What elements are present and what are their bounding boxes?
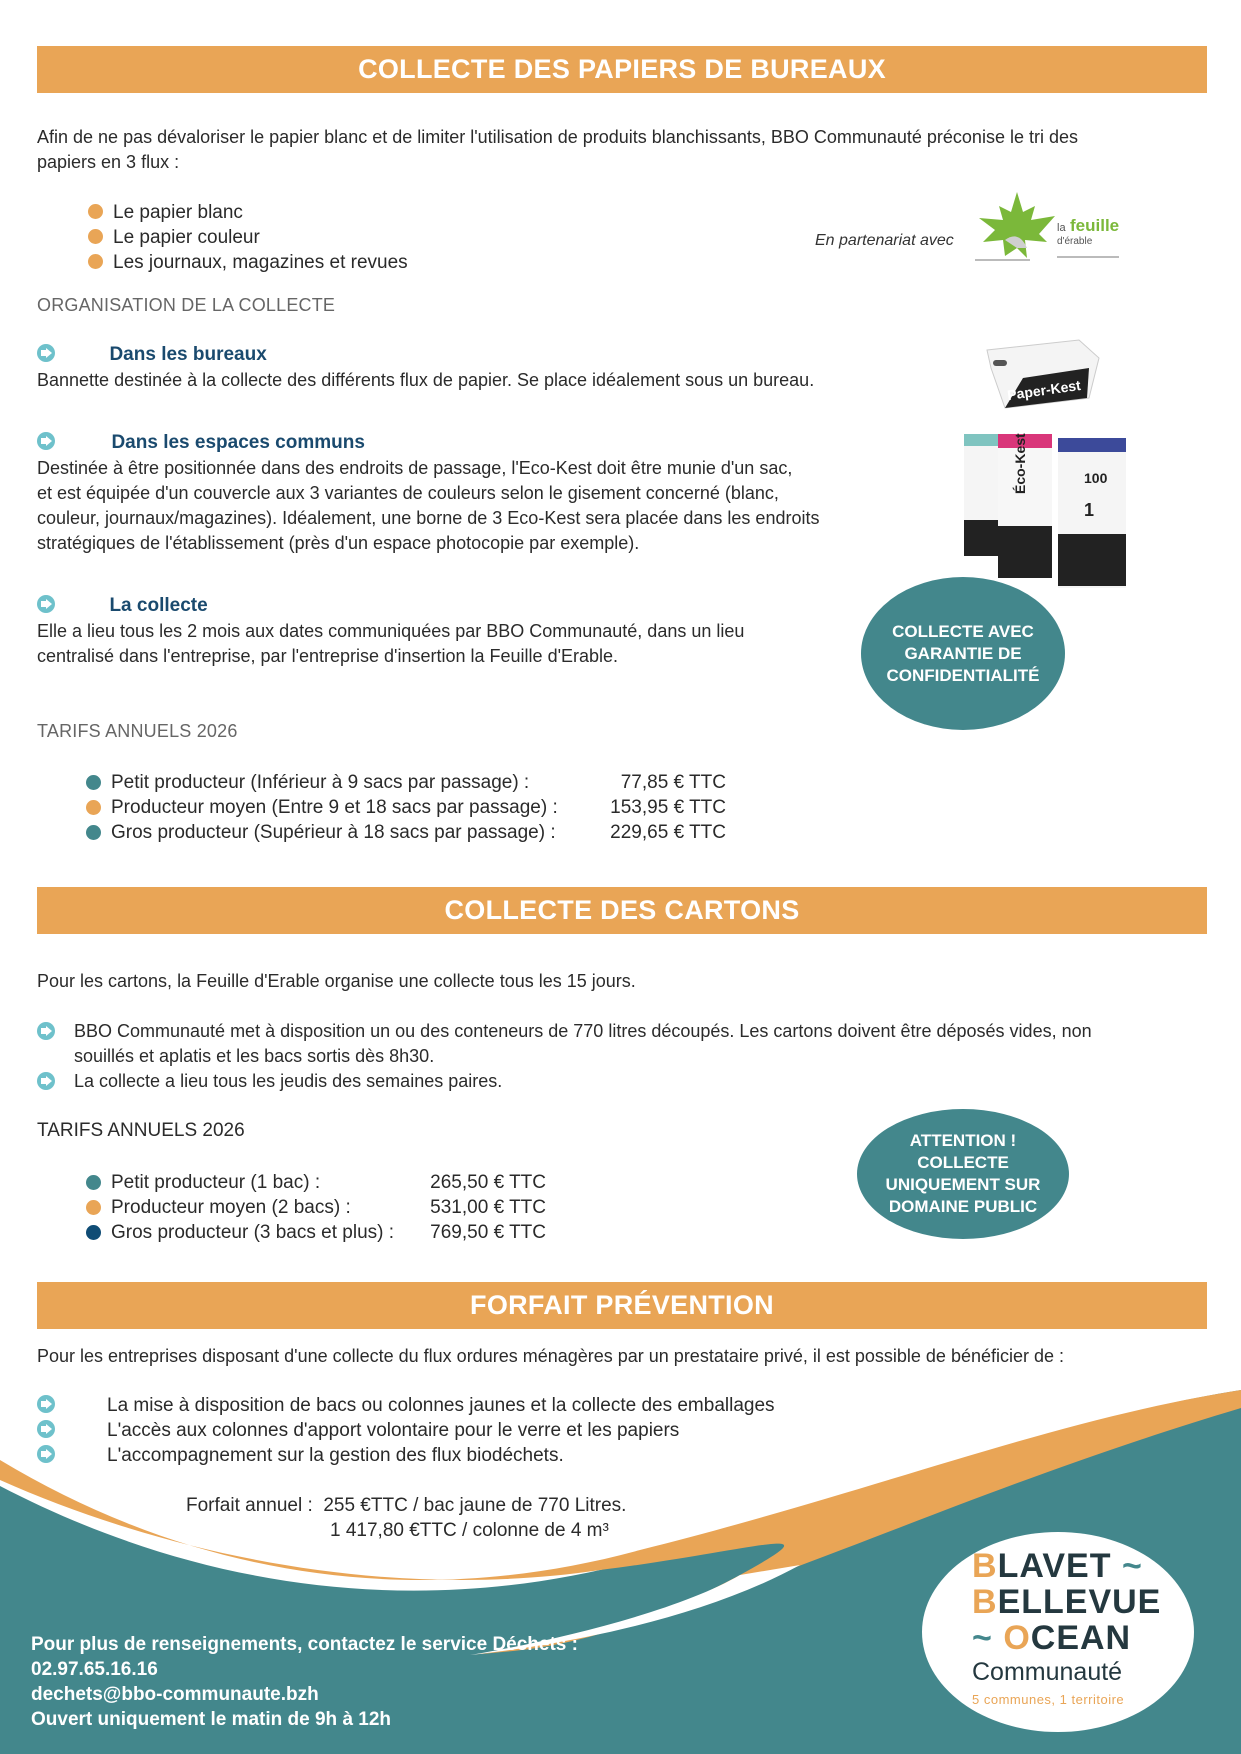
badge-line: ATTENTION ! bbox=[909, 1131, 1017, 1150]
list-item bbox=[37, 1069, 1212, 1094]
confidentiality-badge bbox=[861, 577, 1065, 730]
logo-big: feuille bbox=[1070, 216, 1120, 235]
prevention-bullets bbox=[37, 1393, 775, 1468]
badge-line: COLLECTE bbox=[917, 1153, 1009, 1172]
espaces-text bbox=[37, 456, 922, 556]
tarif-row bbox=[86, 1170, 546, 1195]
list-item bbox=[37, 1019, 1212, 1069]
text-line: Elle a lieu tous les 2 mois aux dates communiquées par BBO Communauté, dans un lieu bbox=[37, 621, 745, 641]
tarif-row bbox=[86, 1220, 546, 1245]
arrow-right-circle-icon bbox=[37, 1420, 55, 1438]
cartons-intro: Pour les cartons, la Feuille d'Erable organise une collecte tous les 15 jours. bbox=[37, 971, 636, 991]
prevention-intro: Pour les entreprises disposant d'une collecte du flux ordures ménagères par un prestataire privé, il est possible de bénéficier de : bbox=[37, 1346, 1065, 1366]
bin-base bbox=[998, 526, 1052, 578]
text-line: couleur, journaux/magazines). Idéalement, une borne de 3 Eco-Kest sera placée dans les endroits bbox=[37, 508, 820, 528]
tarif-row bbox=[86, 820, 726, 845]
arrow-right-circle-icon bbox=[37, 1072, 55, 1090]
bullet-dot-icon bbox=[88, 254, 103, 269]
heading-text: Dans les espaces communs bbox=[111, 432, 365, 453]
text-line: souillés et aplatis et les bacs sortis dès 8h30. bbox=[74, 1046, 435, 1066]
arrow-right-circle-icon bbox=[37, 1022, 55, 1040]
logo-tagline: 5 communes, 1 territoire bbox=[972, 1692, 1125, 1707]
paper-kest-label: Paper-Kest bbox=[1006, 376, 1082, 404]
maple-leaf-icon bbox=[975, 190, 1065, 262]
collecte-text bbox=[37, 619, 744, 669]
list-item bbox=[37, 1443, 775, 1468]
bureaux-text: Bannette destinée à la collecte des différents flux de papier. Se place idéalement sous un bureau. bbox=[37, 370, 815, 390]
intro-line: Afin de ne pas dévaloriser le papier blanc et de limiter l'utilisation de produits blanchissants, BBO Communauté préconise le tri des bbox=[37, 127, 1078, 147]
logo-letter: O bbox=[1003, 1619, 1031, 1657]
text-line: stratégiques de l'établissement (près d'un espace photocopie par exemple). bbox=[37, 533, 640, 553]
text-line: centralisé dans l'entreprise, par l'entreprise d'insertion la Feuille d'Erable. bbox=[37, 646, 619, 666]
contact-block bbox=[31, 1632, 578, 1732]
stat-bottom: 1 bbox=[1084, 500, 1095, 520]
box-icon bbox=[983, 338, 1103, 410]
tarif-price: 153,95 € TTC bbox=[610, 797, 726, 818]
section-banner-cartons: COLLECTE DES CARTONS bbox=[37, 887, 1207, 934]
tarif-row bbox=[86, 795, 726, 820]
badge-line: CONFIDENTIALITÉ bbox=[886, 665, 1040, 685]
bullet-dot-icon bbox=[88, 204, 103, 219]
tarif-row bbox=[86, 770, 726, 795]
tarif-label: Gros producteur (3 bacs et plus) : bbox=[111, 1222, 395, 1243]
badge-line: COLLECTE AVEC bbox=[892, 621, 1034, 641]
list-item bbox=[88, 250, 408, 275]
list-item bbox=[88, 200, 408, 225]
bin-base bbox=[1058, 534, 1126, 586]
bullet-text: L'accompagnement sur la gestion des flux biodéchets. bbox=[107, 1445, 564, 1466]
logo-letter: B bbox=[972, 1583, 998, 1621]
tarif-label: Gros producteur (Supérieur à 18 sacs par passage) : bbox=[111, 822, 556, 843]
papers-tarifs-list bbox=[86, 770, 726, 845]
logo-word: ELLEVUE bbox=[997, 1583, 1162, 1621]
tarif-price: 229,65 € TTC bbox=[610, 822, 726, 843]
list-item bbox=[88, 225, 408, 250]
arrow-right-circle-icon bbox=[37, 344, 55, 362]
divider bbox=[1057, 256, 1119, 258]
phone-link[interactable]: 02.97.65.16.16 bbox=[31, 1659, 158, 1680]
bullet-text: L'accès aux colonnes d'apport volontaire pour le verre et les papiers bbox=[107, 1420, 680, 1441]
text-line: Destinée à être positionnée dans des endroits de passage, l'Eco-Kest doit être munie d'un sac, bbox=[37, 458, 793, 478]
espaces-heading bbox=[37, 432, 365, 454]
tarif-price: 77,85 € TTC bbox=[620, 772, 726, 793]
section-banner-papers: COLLECTE DES PAPIERS DE BUREAUX bbox=[37, 46, 1207, 93]
cartons-tarifs-title: TARIFS ANNUELS 2026 bbox=[37, 1120, 245, 1141]
heading-text: Dans les bureaux bbox=[109, 344, 267, 365]
text-line: et est équipée d'un couvercle aux 3 variantes de couleurs selon le gisement concerné (blanc, bbox=[37, 483, 779, 503]
opening-hours: Ouvert uniquement le matin de 9h à 12h bbox=[31, 1709, 392, 1730]
bullet-dot-icon bbox=[86, 1225, 101, 1240]
wave-icon: ~ bbox=[1121, 1547, 1143, 1585]
papers-tarifs-title: TARIFS ANNUELS 2026 bbox=[37, 721, 238, 741]
tarif-row bbox=[86, 1195, 546, 1220]
bullet-text bbox=[74, 1019, 1092, 1069]
forfait-label: Forfait annuel : bbox=[186, 1495, 313, 1516]
domaine-public-badge bbox=[857, 1109, 1069, 1239]
eco-kest-image bbox=[962, 430, 1132, 578]
stat-top: 100 bbox=[1084, 470, 1108, 486]
logo-communaute: Communauté bbox=[972, 1658, 1123, 1686]
badge-line: UNIQUEMENT SUR bbox=[885, 1175, 1041, 1194]
arrow-right-circle-icon bbox=[37, 595, 55, 613]
feuille-erable-logo bbox=[975, 190, 1125, 262]
arrow-right-circle-icon bbox=[37, 1395, 55, 1413]
bullet-dot-icon bbox=[86, 1200, 101, 1215]
papers-intro bbox=[37, 125, 1212, 175]
bullet-dot-icon bbox=[86, 800, 101, 815]
collecte-heading bbox=[37, 595, 208, 617]
logo-word: CEAN bbox=[1030, 1619, 1132, 1657]
logo-sub: d'érable bbox=[1057, 236, 1093, 247]
cartons-tarifs-list bbox=[86, 1170, 546, 1245]
bullet-text: La collecte a lieu tous les jeudis des semaines paires. bbox=[74, 1071, 503, 1091]
intro-line: papiers en 3 flux : bbox=[37, 152, 180, 172]
email-link[interactable]: dechets@bbo-communaute.bzh bbox=[31, 1684, 319, 1705]
logo-wordmark bbox=[972, 1548, 1161, 1656]
flux-list bbox=[88, 200, 408, 275]
tarif-price: 769,50 € TTC bbox=[430, 1222, 546, 1243]
partner-label: En partenariat avec bbox=[815, 232, 954, 249]
tarif-label: Petit producteur (1 bac) : bbox=[111, 1172, 321, 1193]
section-banner-prevention: FORFAIT PRÉVENTION bbox=[37, 1282, 1207, 1329]
bullet-dot-icon bbox=[86, 775, 101, 790]
forfait-line: 1 417,80 €TTC / colonne de 4 m³ bbox=[330, 1520, 609, 1541]
bullet-dot-icon bbox=[86, 825, 101, 840]
paper-kest-image bbox=[983, 338, 1103, 410]
logo-word: LAVET bbox=[997, 1547, 1112, 1585]
logo-text bbox=[1057, 216, 1120, 248]
tarif-label: Petit producteur (Inférieur à 9 sacs par passage) : bbox=[111, 772, 530, 793]
bullet-text: La mise à disposition de bacs ou colonnes jaunes et la collecte des emballages bbox=[107, 1395, 775, 1416]
organisation-title: ORGANISATION DE LA COLLECTE bbox=[37, 295, 336, 315]
tarif-label: Producteur moyen (2 bacs) : bbox=[111, 1197, 351, 1218]
forfait-block bbox=[186, 1493, 626, 1543]
text-line: BBO Communauté met à disposition un ou des conteneurs de 770 litres découpés. Les cartons doivent être déposés vides, non bbox=[74, 1021, 1092, 1041]
badge-line: DOMAINE PUBLIC bbox=[888, 1197, 1038, 1216]
cartons-bullets bbox=[37, 1019, 1212, 1094]
bullet-dot-icon bbox=[86, 1175, 101, 1190]
bbo-logo bbox=[922, 1532, 1194, 1732]
contact-title: Pour plus de renseignements, contactez le service Déchets : bbox=[31, 1634, 578, 1655]
list-item bbox=[37, 1418, 775, 1443]
logo-small: la bbox=[1057, 222, 1066, 234]
forfait-line: 255 €TTC / bac jaune de 770 Litres. bbox=[323, 1495, 627, 1516]
tarif-price: 265,50 € TTC bbox=[430, 1172, 546, 1193]
bullet-dot-icon bbox=[88, 229, 103, 244]
tarif-price: 531,00 € TTC bbox=[430, 1197, 546, 1218]
arrow-right-circle-icon bbox=[37, 1445, 55, 1463]
tarif-label: Producteur moyen (Entre 9 et 18 sacs par passage) : bbox=[111, 797, 558, 818]
arrow-right-circle-icon bbox=[37, 432, 55, 450]
bureaux-heading bbox=[37, 344, 267, 366]
heading-text: La collecte bbox=[109, 595, 208, 616]
eco-kest-label: Éco-Kest bbox=[1012, 433, 1028, 494]
badge-line: GARANTIE DE bbox=[904, 643, 1022, 663]
wave-icon: ~ bbox=[972, 1619, 993, 1657]
logo-letter: B bbox=[972, 1547, 998, 1585]
flux-label: Les journaux, magazines et revues bbox=[113, 252, 408, 273]
flux-label: Le papier blanc bbox=[113, 202, 243, 223]
list-item bbox=[37, 1393, 775, 1418]
flux-label: Le papier couleur bbox=[113, 227, 260, 248]
